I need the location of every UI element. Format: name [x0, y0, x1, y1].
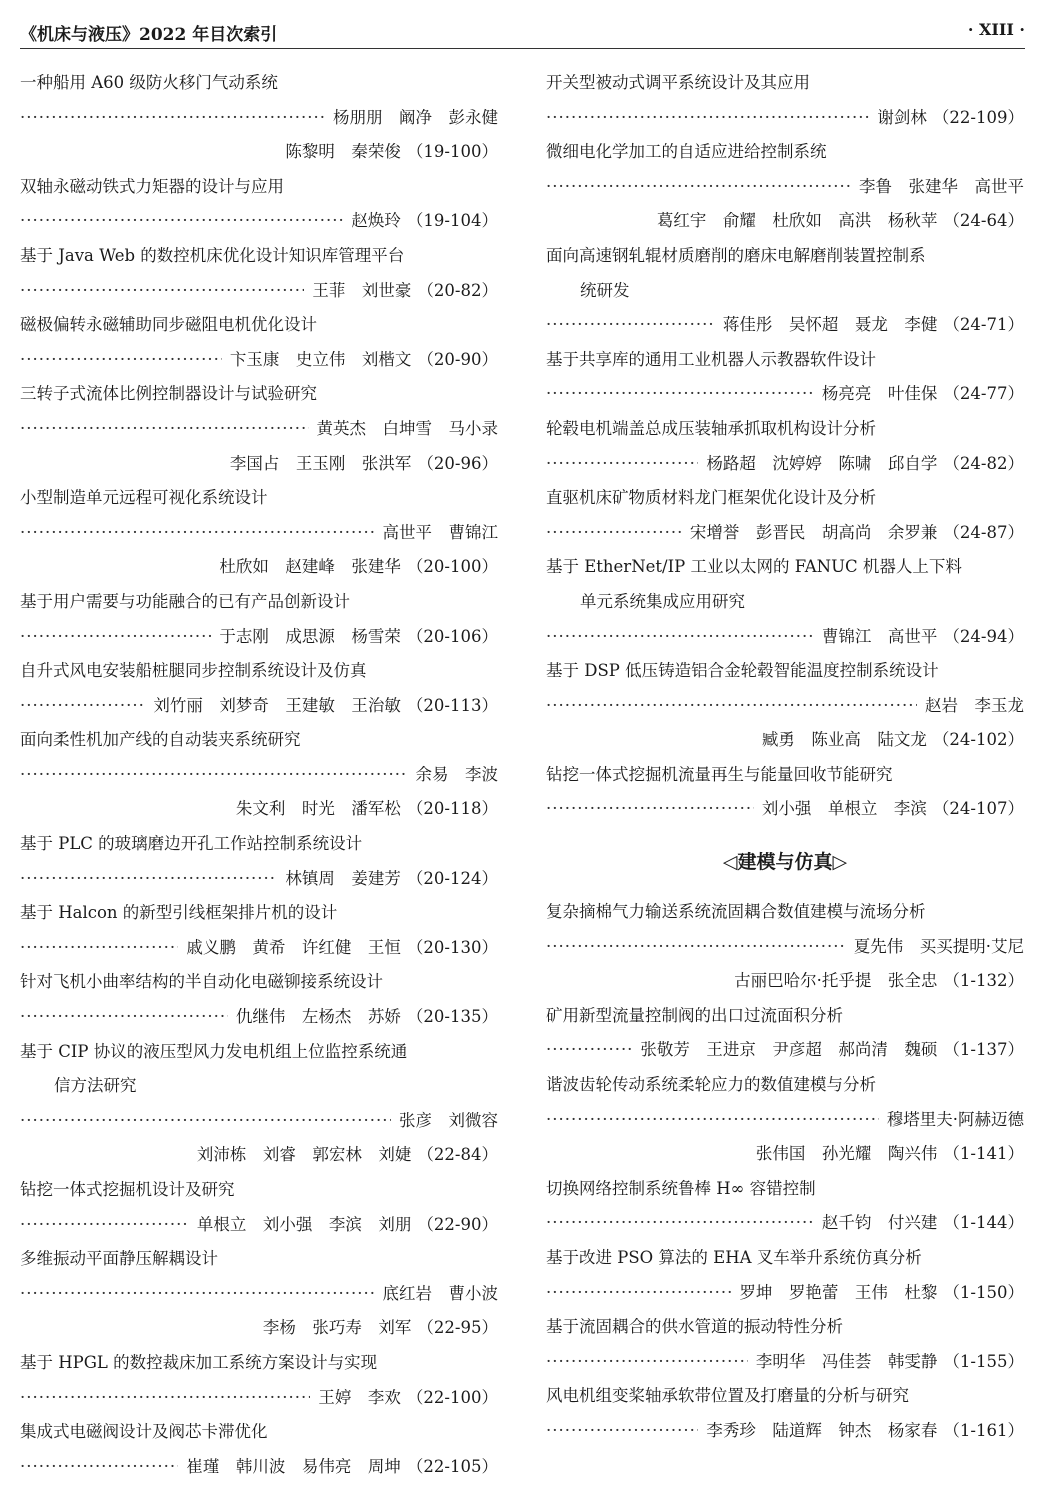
- author-names: 宋增誉 彭晋民 胡高尚 余罗兼: [689, 522, 938, 542]
- article-title: 轮毂电机端盖总成压装轴承抓取机构设计分析: [546, 418, 876, 438]
- index-entry: [546, 1310, 1024, 1379]
- author-names: 王菲 刘世豪: [312, 280, 412, 300]
- article-title: 小型制造单元远程可视化系统设计: [20, 488, 268, 508]
- issue-page-ref: （20-96）: [417, 453, 498, 473]
- author-line: [20, 412, 498, 447]
- article-title: 直驱机床矿物质材料龙门框架优化设计及分析: [546, 488, 876, 508]
- author-names: 仇继伟 左杨杰 苏娇: [235, 1007, 401, 1027]
- dot-leader: [546, 447, 698, 482]
- author-line: [546, 1033, 1024, 1068]
- author-names: 戚义鹏 黄希 许红健 王恒: [186, 937, 401, 957]
- author-line: [20, 1311, 498, 1346]
- author-names: 刘竹丽 刘梦奇 王建敏 王治敏: [153, 695, 401, 715]
- dot-leader: [546, 1276, 731, 1311]
- dot-leader: [546, 1103, 879, 1138]
- index-entry: [546, 895, 1024, 999]
- author-line: [546, 377, 1024, 412]
- author-names: 赵岩 李玉龙: [925, 695, 1024, 715]
- issue-page-ref: （20-130）: [406, 937, 498, 957]
- index-entry: [546, 135, 1024, 239]
- author-line: [546, 792, 1024, 827]
- author-names: 王婷 李欢: [318, 1387, 401, 1407]
- author-names: 陈黎明 秦荣俊: [285, 142, 401, 162]
- author-line: [20, 343, 498, 378]
- author-names: 李明华 冯佳荟 韩雯静: [755, 1351, 938, 1371]
- issue-page-ref: （24-94）: [943, 626, 1024, 646]
- dot-leader: [546, 1206, 814, 1241]
- author-line: [20, 550, 498, 585]
- issue-page-ref: （1-141）: [943, 1144, 1024, 1164]
- dot-leader: [546, 1414, 698, 1449]
- page-number: · XIII ·: [967, 20, 1025, 39]
- index-entry: [20, 1346, 498, 1415]
- author-line: [20, 1381, 498, 1416]
- author-names: 崔瑾 韩川波 易伟亮 周坤: [186, 1456, 401, 1476]
- issue-page-ref: （20-135）: [406, 1007, 498, 1027]
- author-line: [20, 1277, 498, 1312]
- article-title: 双轴永磁动铁式力矩器的设计与应用: [20, 176, 284, 196]
- author-line: [546, 1414, 1024, 1449]
- author-line: [546, 964, 1024, 999]
- author-names: 曹锦江 高世平: [821, 626, 938, 646]
- article-title: 单元系统集成应用研究: [580, 591, 745, 611]
- index-entry: [546, 1241, 1024, 1310]
- author-names: 张伟国 孙光耀 陶兴伟: [755, 1144, 938, 1164]
- dot-leader: [20, 412, 309, 447]
- author-line: [546, 689, 1024, 724]
- index-entry: [20, 827, 498, 896]
- author-line: [546, 1137, 1024, 1172]
- author-names: 张敬芳 王进京 尹彦超 郝尚清 魏硕: [640, 1040, 938, 1060]
- index-entry: [546, 758, 1024, 827]
- author-line: [20, 931, 498, 966]
- issue-page-ref: （1-137）: [943, 1040, 1024, 1060]
- author-names: 卞玉康 史立伟 刘楷文: [229, 349, 412, 369]
- section-heading-modeling-simulation: ◁建模与仿真▷: [722, 851, 848, 874]
- dot-leader: [20, 274, 304, 309]
- author-names: 杨亮亮 叶佳保: [821, 384, 938, 404]
- index-entry: [20, 1173, 498, 1242]
- issue-page-ref: （24-107）: [932, 799, 1024, 819]
- dot-leader: [546, 1345, 748, 1380]
- right-index-column: [546, 66, 1024, 1449]
- article-title: 风电机组变桨轴承软带位置及打磨量的分析与研究: [546, 1386, 909, 1406]
- article-title: 基于 Java Web 的数控机床优化设计知识库管理平台: [20, 245, 405, 265]
- index-entry: [20, 377, 498, 481]
- issue-page-ref: （20-100）: [406, 557, 498, 577]
- article-title: 基于 CIP 协议的液压型风力发电机组上位监控系统通: [20, 1041, 408, 1061]
- author-line: [20, 862, 498, 897]
- index-entry: [20, 654, 498, 723]
- index-entry: [546, 481, 1024, 550]
- page-header: [20, 14, 1025, 49]
- dot-leader: [20, 204, 343, 239]
- author-line: [20, 758, 498, 793]
- index-entry: [20, 585, 498, 654]
- author-names: 张彦 刘微容: [399, 1110, 498, 1130]
- article-title: 基于流固耦合的供水管道的振动特性分析: [546, 1317, 843, 1337]
- index-entry: [546, 412, 1024, 481]
- article-title: 集成式电磁阀设计及阀芯卡滞优化: [20, 1422, 268, 1442]
- author-line: [546, 930, 1024, 965]
- author-line: [546, 723, 1024, 758]
- issue-page-ref: （22-95）: [417, 1318, 498, 1338]
- dot-leader: [20, 758, 408, 793]
- index-entry: [546, 1379, 1024, 1448]
- dot-leader: [20, 1277, 375, 1312]
- index-entry: [546, 239, 1024, 343]
- article-title: 基于 EtherNet/IP 工业以太网的 FANUC 机器人上下料: [546, 557, 962, 577]
- index-entry: [20, 308, 498, 377]
- author-line: [546, 170, 1024, 205]
- author-line: [546, 101, 1024, 136]
- author-names: 刘小强 单根立 李滨: [761, 799, 927, 819]
- index-entry: [546, 66, 1024, 135]
- issue-page-ref: （20-118）: [406, 799, 498, 819]
- author-names: 黄英杰 白坤雪 马小录: [316, 418, 498, 438]
- author-names: 杨路超 沈婷婷 陈啸 邱自学: [706, 453, 938, 473]
- author-line: [20, 1138, 498, 1173]
- author-names: 夏先伟 买买提明·艾尼: [853, 936, 1024, 956]
- dot-leader: [20, 1000, 228, 1035]
- dot-leader: [546, 101, 869, 136]
- dot-leader: [546, 930, 846, 965]
- author-line: [20, 447, 498, 482]
- article-title: 面向柔性机加产线的自动装夹系统研究: [20, 730, 301, 750]
- issue-page-ref: （24-102）: [932, 730, 1024, 750]
- issue-page-ref: （20-113）: [406, 695, 498, 715]
- author-line: [546, 447, 1024, 482]
- issue-page-ref: （20-90）: [417, 349, 498, 369]
- dot-leader: [546, 516, 682, 551]
- article-title: 钻挖一体式挖掘机流量再生与能量回收节能研究: [546, 764, 893, 784]
- article-title: 统研发: [580, 280, 630, 300]
- author-names: 余易 李波: [415, 764, 498, 784]
- issue-page-ref: （24-77）: [943, 384, 1024, 404]
- author-names: 罗坤 罗艳蕾 王伟 杜黎: [739, 1282, 938, 1302]
- author-names: 穆塔里夫·阿赫迈德: [886, 1109, 1024, 1129]
- issue-page-ref: （24-87）: [943, 522, 1024, 542]
- issue-page-ref: （19-104）: [406, 211, 498, 231]
- article-title: 开关型被动式调平系统设计及其应用: [546, 73, 810, 92]
- article-title: 矿用新型流量控制阀的出口过流面积分析: [546, 1005, 843, 1025]
- index-entry: [20, 723, 498, 827]
- author-names: 李杨 张巧寿 刘军: [262, 1318, 412, 1338]
- journal-index-title: 《机床与液压》2022 年目次索引: [20, 25, 278, 45]
- dot-leader: [546, 308, 715, 343]
- article-title: 基于 HPGL 的数控裁床加工系统方案设计与实现: [20, 1352, 378, 1372]
- issue-page-ref: （22-100）: [406, 1387, 498, 1407]
- issue-page-ref: （22-105）: [406, 1456, 498, 1476]
- dot-leader: [546, 792, 754, 827]
- author-line: [546, 308, 1024, 343]
- dot-leader: [20, 1208, 189, 1243]
- index-entry: [546, 654, 1024, 758]
- article-title: 自升式风电安装船桩腿同步控制系统设计及仿真: [20, 661, 367, 681]
- author-line: [546, 516, 1024, 551]
- index-entry: [20, 1242, 498, 1346]
- index-entry: [20, 1415, 498, 1484]
- issue-page-ref: （20-106）: [406, 626, 498, 646]
- author-names: 刘沛栋 刘睿 郭宏林 刘婕: [196, 1145, 412, 1165]
- article-title: 磁极偏转永磁辅助同步磁阻电机优化设计: [20, 315, 317, 335]
- issue-page-ref: （1-150）: [943, 1282, 1024, 1302]
- author-line: [20, 689, 498, 724]
- dot-leader: [20, 516, 375, 551]
- index-entry: [20, 965, 498, 1034]
- article-title: 谐波齿轮传动系统柔轮应力的数值建模与分析: [546, 1075, 876, 1095]
- article-title: 基于 DSP 低压铸造铝合金轮毂智能温度控制系统设计: [546, 661, 939, 681]
- author-line: [20, 1450, 498, 1485]
- article-title: 基于改进 PSO 算法的 EHA 叉车举升系统仿真分析: [546, 1248, 922, 1267]
- author-names: 林镇周 姜建芳: [285, 868, 401, 888]
- article-title: 基于 Halcon 的新型引线框架排片机的设计: [20, 903, 338, 923]
- index-entry: [546, 343, 1024, 412]
- author-names: 杨朋朋 阚净 彭永健: [333, 107, 498, 127]
- author-names: 底红岩 曹小波: [382, 1283, 498, 1303]
- author-names: 古丽巴哈尔·托乎提 张全忠: [734, 971, 938, 991]
- index-entry: [20, 896, 498, 965]
- issue-page-ref: （20-82）: [417, 280, 498, 300]
- dot-leader: [20, 101, 325, 136]
- dot-leader: [20, 1104, 391, 1139]
- author-names: 朱文利 时光 潘军松: [235, 799, 401, 819]
- issue-page-ref: （1-155）: [943, 1351, 1024, 1371]
- index-entry: [20, 1035, 498, 1173]
- index-entry: [546, 1068, 1024, 1172]
- dot-leader: [20, 862, 277, 897]
- article-title: 基于共享库的通用工业机器人示教器软件设计: [546, 349, 876, 369]
- article-title: 基于 PLC 的玻璃磨边开孔工作站控制系统设计: [20, 834, 363, 854]
- author-line: [546, 1345, 1024, 1380]
- author-names: 赵千钧 付兴建: [821, 1213, 938, 1233]
- issue-page-ref: （22-90）: [417, 1214, 498, 1234]
- author-names: 葛红宇 俞耀 杜欣如 高洪 杨秋苹: [656, 211, 938, 231]
- dot-leader: [546, 377, 814, 412]
- issue-page-ref: （1-144）: [943, 1213, 1024, 1233]
- author-names: 李秀珍 陆道辉 钟杰 杨家春: [706, 1420, 938, 1440]
- author-line: [546, 204, 1024, 239]
- author-line: [20, 1104, 498, 1139]
- issue-page-ref: （19-100）: [406, 142, 498, 162]
- author-names: 谢剑林: [877, 107, 927, 127]
- author-line: [546, 620, 1024, 655]
- article-title: 一种船用 A60 级防火移门气动系统: [20, 73, 278, 92]
- issue-page-ref: （1-161）: [943, 1420, 1024, 1440]
- article-title: 三转子式流体比例控制器设计与试验研究: [20, 384, 317, 404]
- author-names: 李鲁 张建华 高世平: [859, 176, 1024, 196]
- index-entry: [20, 170, 498, 239]
- author-line: [546, 1276, 1024, 1311]
- author-names: 高世平 曹锦江: [382, 522, 498, 542]
- article-title: 多维振动平面静压解耦设计: [20, 1249, 218, 1269]
- author-line: [20, 135, 498, 170]
- issue-page-ref: （22-84）: [417, 1145, 498, 1165]
- dot-leader: [546, 620, 814, 655]
- issue-page-ref: （1-132）: [943, 971, 1024, 991]
- dot-leader: [546, 170, 851, 205]
- author-line: [546, 1206, 1024, 1241]
- author-line: [20, 792, 498, 827]
- index-entry: [546, 999, 1024, 1068]
- author-names: 单根立 刘小强 李滨 刘朋: [196, 1214, 412, 1234]
- index-entry: [20, 239, 498, 308]
- dot-leader: [20, 931, 178, 966]
- author-line: [20, 620, 498, 655]
- author-line: [20, 1000, 498, 1035]
- author-line: [546, 1103, 1024, 1138]
- dot-leader: [20, 343, 222, 378]
- dot-leader: [20, 620, 211, 655]
- article-title: 基于用户需要与功能融合的已有产品创新设计: [20, 591, 350, 611]
- index-entry: [20, 66, 498, 170]
- left-index-column: [20, 66, 498, 1484]
- author-line: [20, 204, 498, 239]
- article-title: 微细电化学加工的自适应进给控制系统: [546, 142, 827, 162]
- issue-page-ref: （24-82）: [943, 453, 1024, 473]
- article-title: 信方法研究: [54, 1076, 137, 1096]
- article-title: 针对飞机小曲率结构的半自动化电磁铆接系统设计: [20, 972, 383, 992]
- issue-page-ref: （22-109）: [932, 107, 1024, 127]
- issue-page-ref: （20-124）: [406, 868, 498, 888]
- article-title: 钻挖一体式挖掘机设计及研究: [20, 1180, 235, 1199]
- dot-leader: [20, 1381, 310, 1416]
- author-line: [20, 516, 498, 551]
- author-line: [20, 274, 498, 309]
- index-entry: [546, 1172, 1024, 1241]
- index-entry: [20, 481, 498, 585]
- dot-leader: [546, 689, 917, 724]
- index-entry: [546, 550, 1024, 654]
- article-title: 切换网络控制系统鲁棒 H∞ 容错控制: [546, 1178, 816, 1198]
- dot-leader: [546, 1033, 632, 1068]
- issue-page-ref: （24-71）: [943, 315, 1024, 335]
- author-names: 杜欣如 赵建峰 张建华: [219, 557, 401, 577]
- author-names: 于志刚 成思源 杨雪荣: [219, 626, 401, 646]
- author-names: 蒋佳彤 吴怀超 聂龙 李健: [722, 315, 938, 335]
- author-line: [20, 101, 498, 136]
- author-names: 李国占 王玉刚 张洪军: [229, 453, 412, 473]
- issue-page-ref: （24-64）: [943, 211, 1024, 231]
- dot-leader: [20, 1450, 178, 1485]
- author-names: 赵焕玲: [351, 211, 401, 231]
- author-line: [20, 1208, 498, 1243]
- article-title: 复杂摘棉气力输送系统流固耦合数值建模与流场分析: [546, 902, 926, 922]
- dot-leader: [20, 689, 145, 724]
- article-title: 面向高速钢轧辊材质磨削的磨床电解磨削装置控制系: [546, 245, 926, 265]
- author-names: 臧勇 陈业高 陆文龙: [761, 730, 927, 750]
